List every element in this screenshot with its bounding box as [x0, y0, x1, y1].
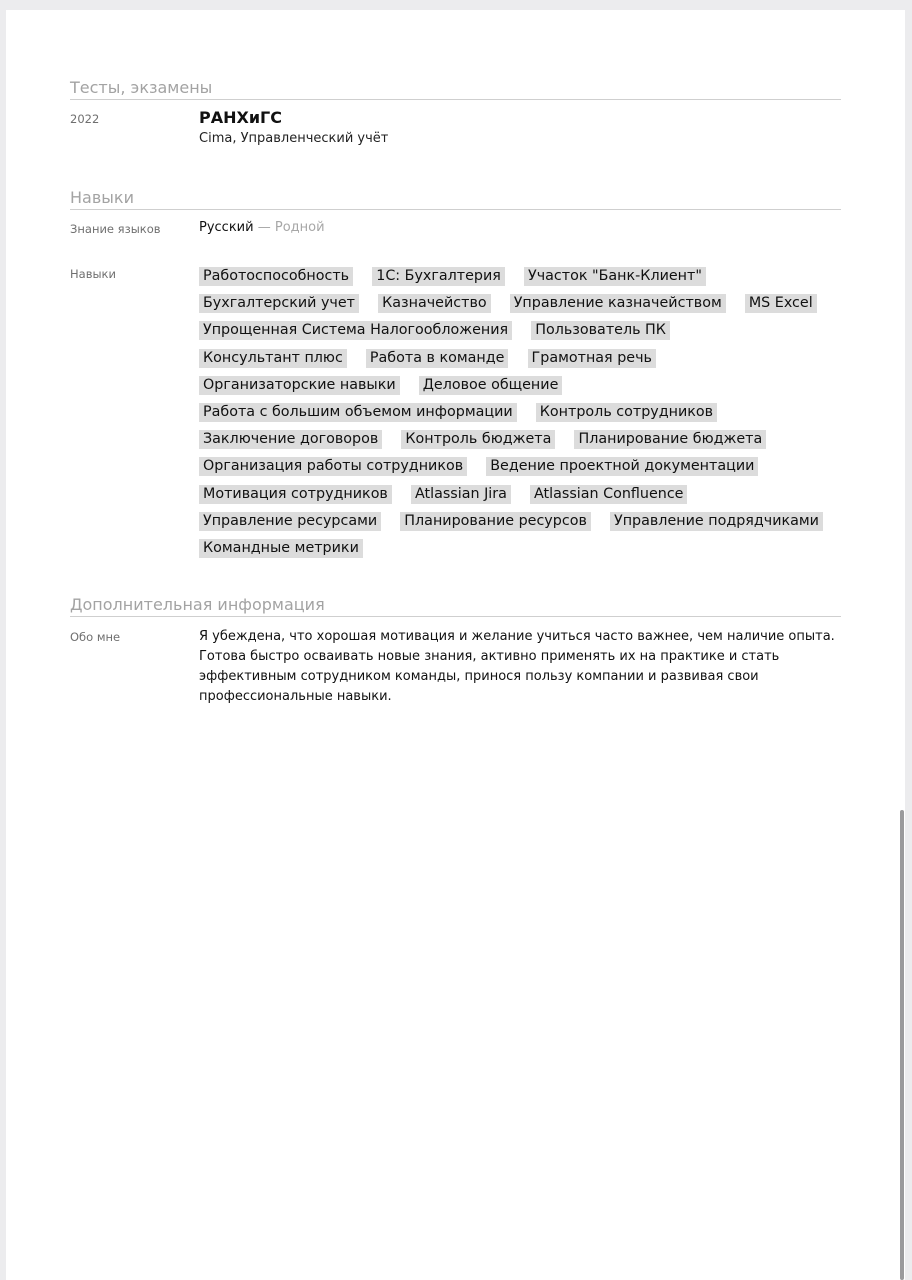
skill-tag: Деловое общение	[419, 376, 563, 395]
skill-tag: Консультант плюс	[199, 349, 347, 368]
skill-tag: Контроль сотрудников	[536, 403, 717, 422]
skill-tag: MS Excel	[745, 294, 817, 313]
tests-section	[70, 78, 841, 148]
about-line: профессиональные навыки.	[199, 689, 392, 704]
skill-tag: Работа в команде	[366, 349, 509, 368]
skill-tag: Командные метрики	[199, 539, 363, 558]
skill-tag: Контроль бюджета	[401, 430, 555, 449]
skill-tag: Atlassian Jira	[411, 485, 511, 504]
tests-section-title: Тесты, экзамены	[70, 78, 841, 100]
skill-tag: Пользователь ПК	[531, 321, 670, 340]
skill-tag: Организаторские навыки	[199, 376, 400, 395]
test-organization: РАНХиГС	[199, 108, 282, 127]
about-line: Готова быстро осваивать новые знания, активно применять их на практике и стать	[199, 649, 780, 664]
language-entry	[199, 220, 841, 235]
skill-tag: Управление ресурсами	[199, 512, 381, 531]
skill-tag: Мотивация сотрудников	[199, 485, 392, 504]
additional-section-title: Дополнительная информация	[70, 595, 841, 617]
skill-tag: Участок "Банк-Клиент"	[524, 267, 706, 286]
skill-tags	[199, 261, 839, 560]
languages-row	[70, 220, 841, 235]
skill-tag: Управление казначейством	[510, 294, 726, 313]
skill-tag: Бухгалтерский учет	[199, 294, 359, 313]
skill-tag: Планирование бюджета	[574, 430, 766, 449]
about-line: эффективным сотрудником команды, принося пользу компании и развивая свои	[199, 669, 759, 684]
test-year: 2022	[70, 112, 100, 126]
skill-tag: Ведение проектной документации	[486, 457, 758, 476]
skill-tag: Работоспособность	[199, 267, 353, 286]
additional-section	[70, 595, 841, 707]
about-line: Я убеждена, что хорошая мотивация и желание учиться часто важнее, чем наличие опыта.	[199, 629, 835, 644]
scrollbar[interactable]	[900, 810, 904, 1280]
language-name: Русский	[199, 220, 254, 235]
skill-tag: Планирование ресурсов	[400, 512, 591, 531]
skill-tag: Казначейство	[378, 294, 491, 313]
test-subject: Cima, Управленческий учёт	[199, 131, 389, 146]
skill-tag: Грамотная речь	[528, 349, 656, 368]
skill-tag: Упрощенная Система Налогообложения	[199, 321, 512, 340]
about-label: Обо мне	[70, 630, 121, 644]
about-text	[199, 627, 841, 707]
language-level: — Родной	[257, 220, 325, 235]
about-row	[70, 627, 841, 707]
skills-row	[70, 261, 841, 560]
skill-tag: Организация работы сотрудников	[199, 457, 467, 476]
skill-tag: 1С: Бухгалтерия	[372, 267, 505, 286]
skills-label: Навыки	[70, 267, 116, 281]
test-entry	[70, 108, 841, 148]
skills-section	[70, 188, 841, 560]
resume-page	[6, 10, 905, 1280]
skill-tag: Управление подрядчиками	[610, 512, 823, 531]
skill-tag: Работа с большим объемом информации	[199, 403, 517, 422]
skill-tag: Заключение договоров	[199, 430, 382, 449]
languages-label: Знание языков	[70, 222, 161, 236]
skill-tag: Atlassian Confluence	[530, 485, 687, 504]
skills-section-title: Навыки	[70, 188, 841, 210]
